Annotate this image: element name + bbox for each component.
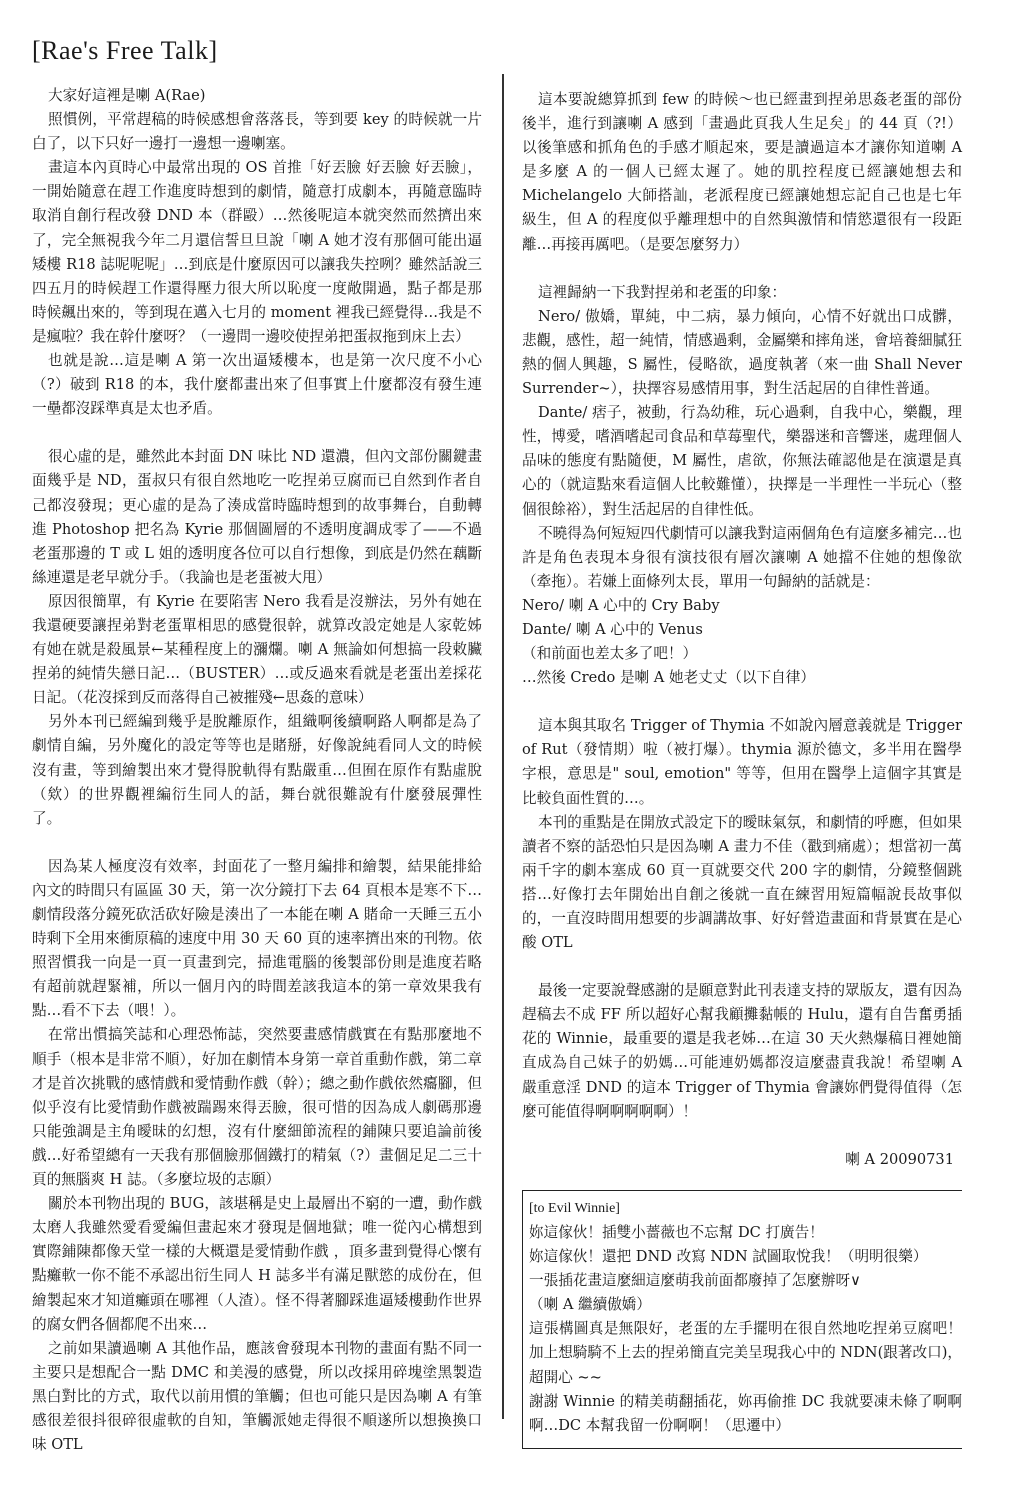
left-column [32,84,482,1457]
paragraph: 也就是說…這是喇 A 第一次出逼矮樓本，也是第一次尺度不小心（?）破到 R18 的本，我什麼都畫出來了但事實上什麼都沒有發生連一壘都沒踩準真是太也矛盾。 [32,352,482,418]
paragraph: 很心虛的是，雖然此本封面 DN 味比 ND 還濃，但內文部份關鍵畫面幾乎是 ND，蛋叔只有很自然地吃一吃捏弟豆腐而已自然到作者自己都沒發現；更心虛的是為了湊成當時臨時想到的故事舞台，自動轉進 Photoshop 把名為 Kyrie 那個圖層的不透明度調成零了——不過老蛋那邊的 T 或 L 姐的透明度各位可以自行想像，到底是仍然在藕斷絲連還是老早就分手。（我論也是老蛋被大甩） [32,448,482,586]
paragraph: 因為某人極度沒有效率，封面花了一整月編排和繪製，結果能排給內文的時間只有區區 30 天，第一次分鏡打下去 64 頁根本是寒不下…劇情段落分鏡死砍活砍好險是湊出了一本能在喇 A 賭命一天睡三五小時剩下全用來衝原稿的速度中用 30 天 60 頁的速率擠出來的刊物。依照習慣我一向是一頁一頁畫到完，掃進電腦的後製部份則是進度若略有超前就趕緊補，所以一個月內的時間差該我這本的第一章效果我有點…看不下去（喂！）。 [32,857,482,1020]
paragraph-gap [522,1124,962,1148]
note-line: （喇 A 繼續傲嬌） [529,1296,651,1314]
paragraph: 大家好這裡是喇 A(Rae) [48,87,206,104]
paragraph-gap [32,421,482,445]
paragraph: 之前如果讀過喇 A 其他作品，應該會發現本刊物的畫面有點不同一主要只是想配合一點 DMC 和美漫的感覺，所以改採用碎塊塗黑製造黑白對比的方式，取代以前用慣的筆觸；但也可能只是因為喇 A 有筆感很差很抖很碎很虛軟的自知，筆觸派她走得很不順遂所以想換換口味 OTL [32,1339,482,1454]
column-divider [502,74,504,1419]
right-column [522,88,962,1449]
paragraph: （和前面也差太多了吧！） [522,645,698,663]
paragraph: 在常出慣搞笑誌和心理恐怖誌，突然要畫感情戲實在有點那麼地不順手（根本是非常不順），好加在劇情本身第一章首重動作戲，第二章才是首次挑戰的感情戲和愛情動作戲（幹）；總之動作戲依然癟腳，但似乎沒有比愛情動作戲被踹踢來得丟臉，很可惜的因為成人劇碼那邊只能強調是主角曖昧的幻想，沒有什麼細節流程的鋪陳只要追論前後戲…好希望總有一天我有那個臉那個鐵打的精氣（?）畫個足足二三十頁的無腦爽 H 誌。（多麼垃圾的志願） [32,1026,482,1189]
paragraph: 畫這本內頁時心中最常出現的 OS 首推「好丟臉 好丟臉 好丟臉」，一開始隨意在趕工作進度時想到的劇情，隨意打成劇本，再隨意臨時取消自創行程改發 DND 本（群毆）…然後呢這本就突然而然擠出來了，完全無視我今年二月還信誓旦旦說「喇 A 她才沒有那個可能出逼矮樓 R18 誌呢呢呢」…到底是什麼原因可以讓我失控咧？雖然話說三四五月的時候趕工作還得壓力很大所以恥度一度敞開過，點子都是那時候飆出來的，等到現在邁入七月的 moment 裡我已經覺得…我是不是瘋啦？我在幹什麼呀？（一邊問一邊咬使捏弟把蛋叔拖到床上去） [32,159,482,345]
paragraph-gap [522,690,962,714]
paragraph: 這本與其取名 Trigger of Thymia 不如說內層意義就是 Trigger of Rut（發情期）啦（被打爆）。thymia 源於德文，多半用在醫學字根，意思是" soul, emotion" 等等，但用在醫學上這個字其實是比較負面性質的…。 [522,717,962,807]
note-line: 一張插花畫這麼細這麼萌我前面都廢掉了怎麼辦呀∨ [529,1272,861,1290]
paragraph: Dante/ 痞子，被動，行為幼稚，玩心過剩，自我中心，樂觀，理性，博愛，嗜酒嗜起司食品和草莓聖代，樂器迷和音響迷，處理個人品味的態度有點隨便，M 屬性，虐欲，你無法確認他是在演還是真心的（就這點來看這個人比較難懂），抉擇是一半理性一半玩心（整個很餘裕），對生活起居的自律性低。 [522,404,962,518]
paragraph-gap [522,1172,962,1190]
paragraph: 不曉得為何短短四代劇情可以讓我對這兩個角色有這麼多補完…也許是角色表現本身很有演技很有層次讓喇 A 她擋不住她的想像欲（牽拖）。若嫌上面條列太長，單用一句歸納的話就是： [522,524,962,590]
note-line: 謝謝 Winnie 的精美萌翻插花，妳再偷推 DC 我就要凍未條了啊啊啊…DC 本幫我留一份啊啊！（思遷中） [529,1392,962,1434]
paragraph-gap [522,257,962,281]
paragraph: 這裡歸納一下我對捏弟和老蛋的印象： [538,283,787,301]
paragraph: 這本要說總算抓到 few 的時候～也已經畫到捏弟思姦老蛋的部份後半，進行到讓喇 A 感到「畫過此頁我人生足矣」的 44 頁（?!）以後筆感和抓角色的手感才順起來，要是讀過這本才讓你知道喇 A 是多麼 A 的一個人已經太遲了。她的肌控程度已經讓她想去和 Michelangelo 大師搭訕，老派程度已經讓她想忘記自己也是七年級生，但 A 的程度似乎離理想中的自然與激情和情慾還很有一段距離…再接再厲吧。（是要怎麼努力） [522,91,962,253]
paragraph-gap [522,955,962,979]
note-line: 這張構圖真是無限好，老蛋的左手擺明在很自然地吃捏弟豆腐吧！加上想騎騎不上去的捏弟簡直完美呈現我心中的 NDN(跟著改口)，超開心 ~~ [529,1320,962,1386]
paragraph: 最後一定要說聲感謝的是願意對此刊表達支持的眾版友，還有因為趕稿去不成 FF 所以超好心幫我顧攤黏帳的 Hulu，還有自告奮勇插花的 Winnie，最重要的還是我老姊…在這 30 天火熱爆稿日裡她簡直成為自己妹子的奶媽…可能連奶媽都沒這麼盡責我說！希望喇 A 嚴重意淫 DND 的這本 Trigger of Thymia 會讓妳們覺得值得（怎麼可能值得啊啊啊啊啊）！ [522,982,962,1120]
page-title: [Rae's Free Talk] [32,36,218,65]
paragraph: Nero/ 傲嬌，單純，中二病，暴力傾向，心情不好就出口成髒，悲觀，感性，超一純情，情感過剩，金屬樂和摔角迷，會培養細膩狂熱的個人興趣，S 屬性，侵略欲，過度執著（來一曲 Shall Never Surrender~），抉擇容易感情用事，對生活起居的自律性普通。 [522,307,962,398]
signature: 喇 A 20090731 [845,1150,954,1168]
paragraph: Dante/ 喇 A 心中的 Venus [522,620,703,638]
note-line: 妳這傢伙！插雙小薔薇也不忘幫 DC 打廣告！ [529,1223,824,1241]
note-box-title: [to Evil Winnie] [529,1200,620,1216]
paragraph: …然後 Credo 是喇 A 她老丈丈（以下自律） [522,669,815,687]
note-line: 妳這傢伙！還把 DND 改寫 NDN 試圖取悅我！（明明很樂） [529,1248,928,1266]
paragraph: 照慣例，平常趕稿的時候感想會落落長，等到要 key 的時候就一片白了，以下只好一邊打一邊想一邊喇塞。 [32,111,482,153]
paragraph: 關於本刊物出現的 BUG，該堪稱是史上最層出不窮的一遭，動作戲太磨人我雖然愛看愛編但畫起來才發現是個地獄；唯一從內心構想到實際鋪陳都像天堂一樣的大概還是愛情動作戲 ，頂多畫到覺得心懷有點癱軟一你不能不承認出衍生同人 H 誌多半有滿足獸慾的成份在，但繪製起來才知道癱頭在哪裡（人渣）。怪不得著腳踩進逼矮樓動作世界的腐女們各個都爬不出來… [32,1195,482,1333]
paragraph-gap [32,831,482,855]
paragraph: Nero/ 喇 A 心中的 Cry Baby [522,596,720,614]
note-box [522,1190,962,1449]
paragraph: 本刊的重點是在開放式設定下的曖昧氣氛，和劇情的呼應，但如果讀者不察的話恐怕只是因為喇 A 畫力不佳（戳到痛處）；想當初一萬兩千字的劇本塞成 60 頁一頁就要交代 200 字的劇情，分鏡整個跳搭…好像打去年開始出自創之後就一直在練習用短篇幅說長故事似的，一直沒時間用想要的步調講故事、好好營造畫面和背景實在是心酸 OTL [522,813,962,952]
paragraph: 原因很簡單，有 Kyrie 在要陷害 Nero 我看是沒辦法，另外有她在我還硬要讓捏弟對老蛋單相思的感覺很幹，就算改設定她是人家乾姊有她在就是殺風景←某種程度上的瀰爛。喇 A 無論如何想搞一段敕臟捏弟的純情失戀日記…（BUSTER）…或反過來看就是老蛋出差採花日記。（花沒採到反而落得自己被摧殘←思姦的意味） [32,592,482,707]
paragraph: 另外本刊已經編到幾乎是脫離原作，組織啊後續啊路人啊都是為了劇情自編，另外魔化的設定等等也是賭掰，好像說純看同人文的時候沒有畫，等到繪製出來才覺得脫軌得有點嚴重…但囿在原作有點虛脫（欸）的世界觀裡編衍生同人的話，舞台就很難說有什麼發展彈性了。 [32,713,482,827]
